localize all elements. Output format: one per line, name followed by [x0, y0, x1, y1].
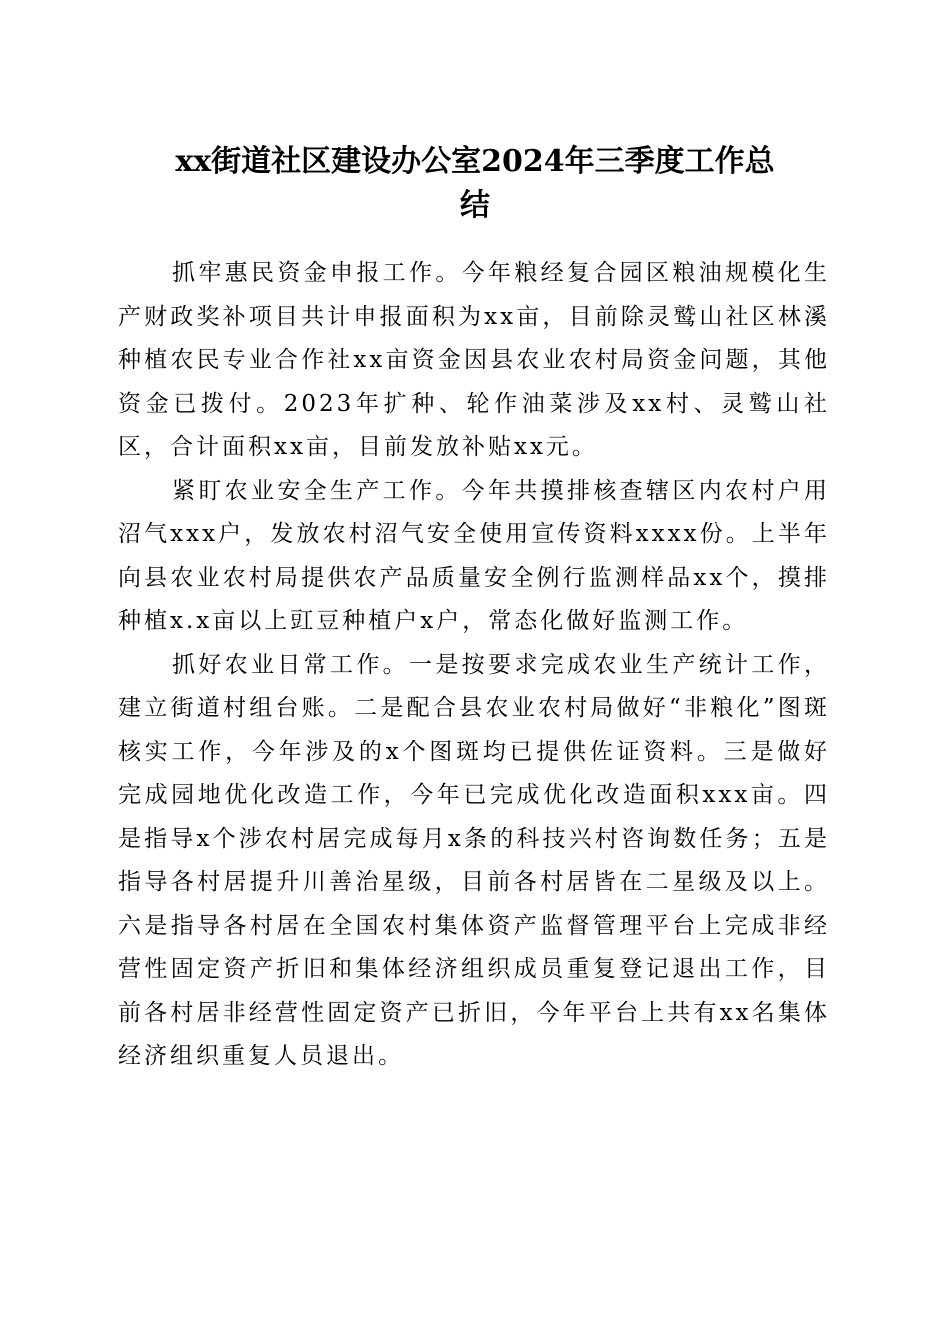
document-body: [118, 252, 830, 1079]
paragraph-daily-agriculture-work: 抓好农业日常工作。一是按要求完成农业生产统计工作，建立街道村组台账。二是配合县农业农村局做好“非粮化”图斑核实工作，今年涉及的x个图斑均已提供佐证资料。三是做好完成园地优化改造工作，今年已完成优化改造面积xxx亩。四是指导x个涉农村居完成每月x条的科技兴村咨询数任务；五是指导各村居提升川善治星级，目前各村居皆在二星级及以上。六是指导各村居在全国农村集体资产监督管理平台上完成非经营性固定资产折旧和集体经济组织成员重复登记退出工作，目前各村居非经营性固定资产已折旧，今年平台上共有xx名集体经济组织重复人员退出。: [118, 651, 830, 1069]
paragraph-agricultural-safety: 紧盯农业安全生产工作。今年共摸排核查辖区内农村户用沼气xxx户，发放农村沼气安全使用宣传资料xxxx份。上半年向县农业农村局提供农产品质量安全例行监测样品xx个，摸排种植x.x亩以上豇豆种植户x户，常态化做好监测工作。: [118, 477, 830, 634]
document-title-line-1: xx街道社区建设办公室2024年三季度工作总: [175, 144, 775, 179]
document-title-line-2: 结: [460, 188, 490, 223]
paragraph-subsidy-funds: 抓牢惠民资金申报工作。今年粮经复合园区粮油规模化生产财政奖补项目共计申报面积为xx亩，目前除灵鹫山社区林溪种植农民专业合作社xx亩资金因县农业农村局资金问题，其他资金已拨付。2023年扩种、轮作油菜涉及xx村、灵鹫山社区，合计面积xx亩，目前发放补贴xx元。: [118, 260, 830, 460]
document-title: [110, 140, 840, 228]
